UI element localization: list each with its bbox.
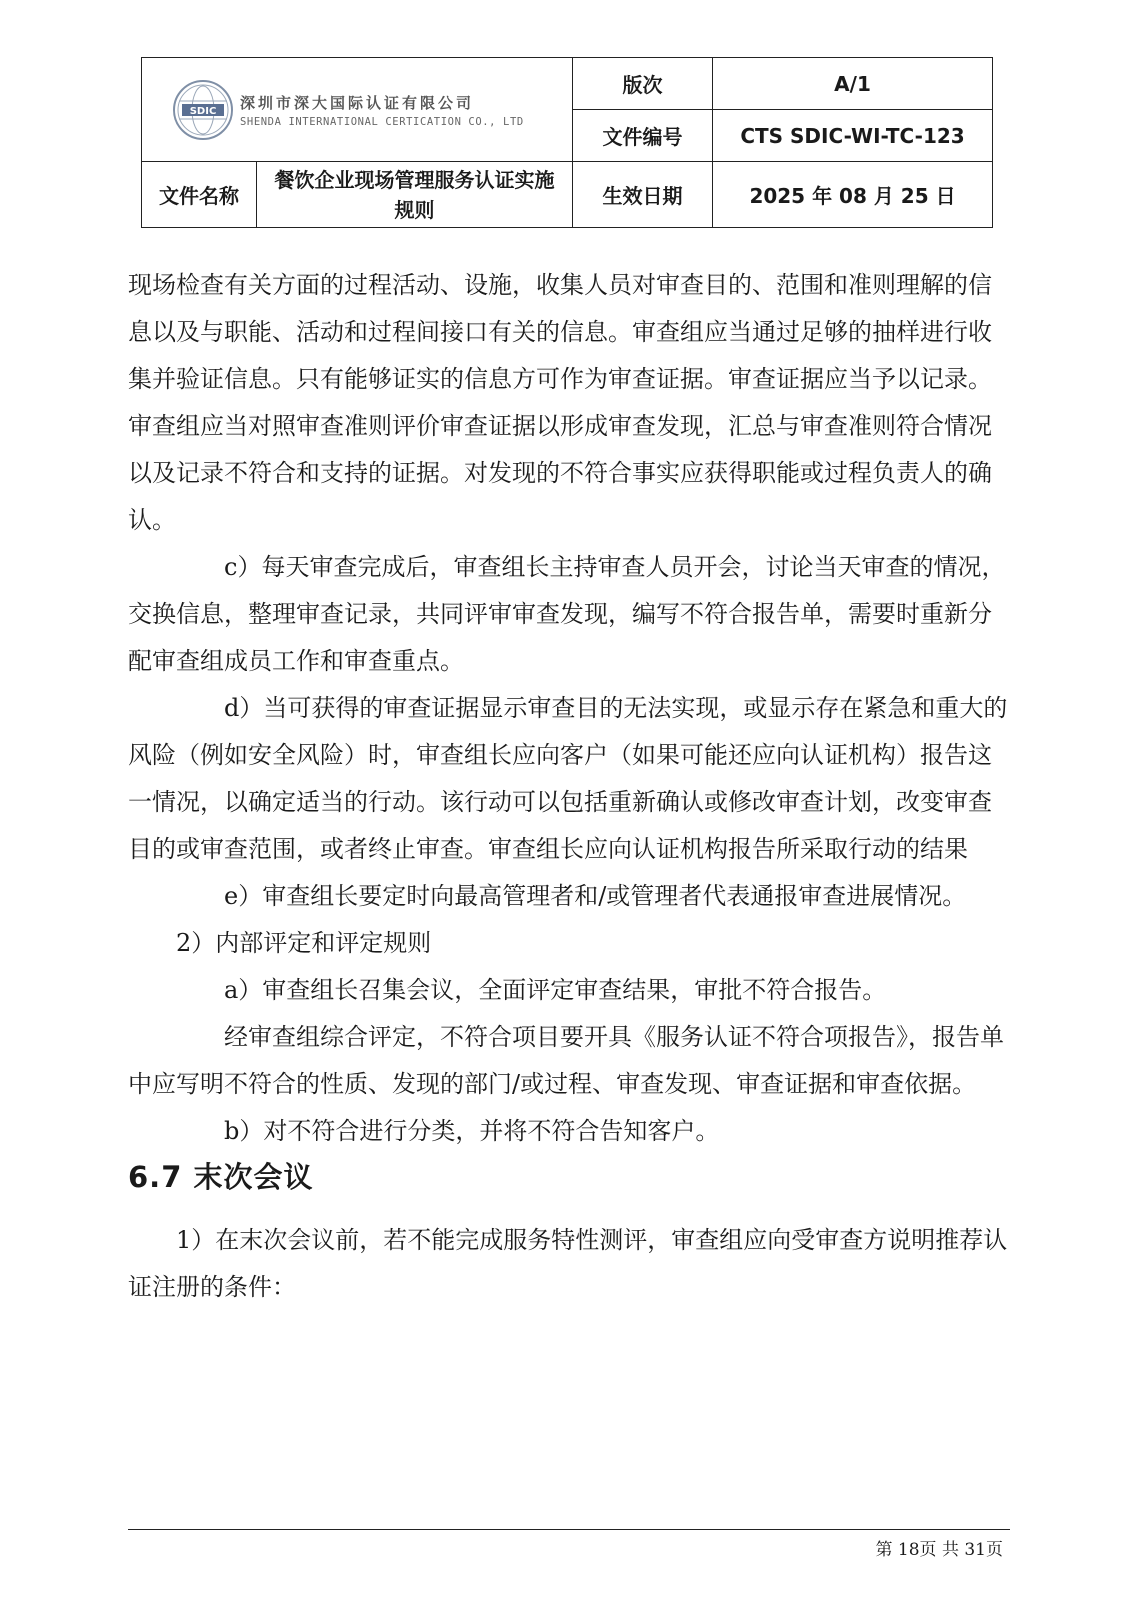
paragraph: 1）在末次会议前，若不能完成服务特性测评，审查组应向受审查方说明推荐认证注册的条件： [128, 1226, 1008, 1301]
logo-text: SDIC [189, 105, 217, 117]
doc-number-label: 文件编号 [573, 110, 713, 162]
footer-divider [128, 1529, 1010, 1530]
version-label: 版次 [573, 58, 713, 110]
doc-name-label: 文件名称 [142, 162, 257, 228]
company-name-cn: 深圳市深大国际认证有限公司 [240, 93, 475, 112]
company-logo [142, 79, 572, 141]
document-body [128, 262, 1008, 1311]
company-name-en: SHENDA INTERNATIONAL CERTICATION CO., LTD [240, 115, 524, 128]
doc-number-value: CTS SDIC-WI-TC-123 [713, 110, 993, 162]
effective-date-label: 生效日期 [573, 162, 713, 228]
paragraph: 2）内部评定和评定规则 [176, 929, 432, 957]
paragraph: 现场检查有关方面的过程活动、设施，收集人员对审查目的、范围和准则理解的信息以及与职能、活动和过程间接口有关的信息。审查组应当通过足够的抽样进行收集并验证信息。只有能够证实的信息方可作为审查证据。审查证据应当予以记录。审查组应当对照审查准则评价审查证据以形成审查发现，汇总与审查准则符合情况以及记录不符合和支持的证据。对发现的不符合事实应获得职能或过程负责人的确认。 [128, 271, 992, 534]
paragraph: e）审查组长要定时向最高管理者和/或管理者代表通报审查进展情况。 [224, 882, 967, 910]
paragraph: d）当可获得的审查证据显示审查目的无法实现，或显示存在紧急和重大的风险（例如安全风险）时，审查组长应向客户（如果可能还应向认证机构）报告这一情况，以确定适当的行动。该行动可以包括重新确认或修改审查计划，改变审查目的或审查范围，或者终止审查。审查组长应向认证机构报告所采取行动的结果 [128, 694, 1008, 863]
version-value: A/1 [713, 58, 993, 110]
company-logo-cell [142, 58, 573, 162]
paragraph: 经审查组综合评定，不符合项目要开具《服务认证不符合项报告》，报告单中应写明不符合的性质、发现的部门/或过程、审查发现、审查证据和审查依据。 [128, 1023, 1004, 1098]
page-number: 第 18页 共 31页 [875, 1540, 1003, 1560]
doc-name-value: 餐饮企业现场管理服务认证实施规则 [257, 162, 573, 228]
paragraph: c）每天审查完成后，审查组长主持审查人员开会，讨论当天审查的情况，交换信息，整理审查记录，共同评审审查发现，编写不符合报告单，需要时重新分配审查组成员工作和审查重点。 [128, 553, 1006, 675]
paragraph: b）对不符合进行分类，并将不符合告知客户。 [224, 1117, 720, 1145]
section-heading: 6.7 末次会议 [128, 1160, 314, 1194]
globe-logo-icon [172, 79, 234, 141]
document-header-table [141, 57, 993, 228]
paragraph: a）审查组长召集会议，全面评定审查结果，审批不符合报告。 [224, 976, 887, 1004]
effective-date-value: 2025 年 08 月 25 日 [713, 162, 993, 228]
